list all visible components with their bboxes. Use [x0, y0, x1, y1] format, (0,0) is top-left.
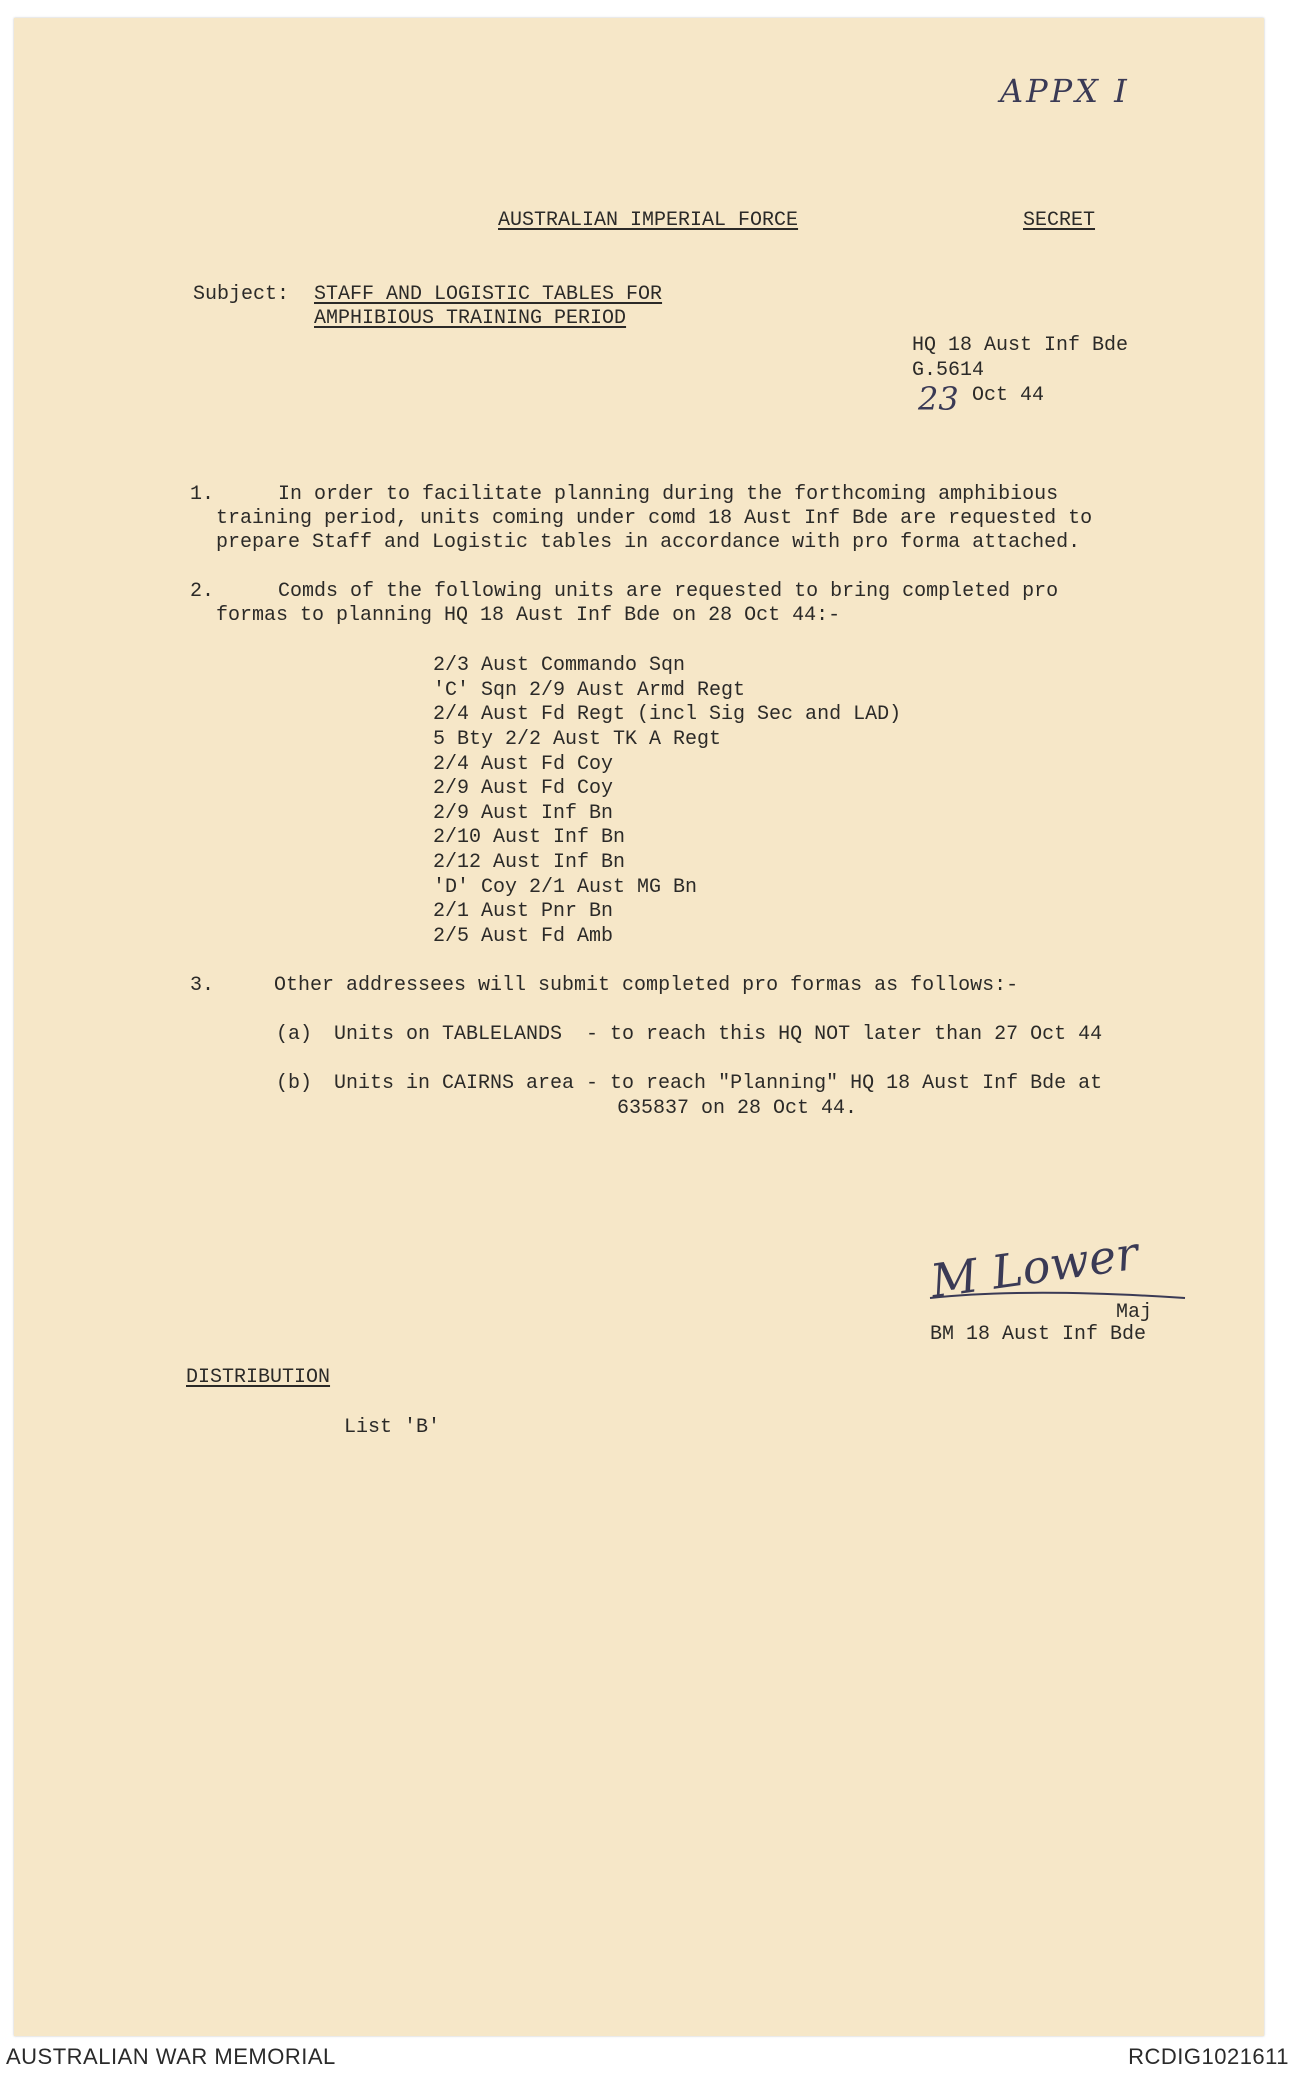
para-3b-line-2: 635837 on 28 Oct 44. — [617, 1097, 858, 1120]
unit-list-item: 2/10 Aust Inf Bn — [433, 826, 626, 849]
unit-list-item: 2/12 Aust Inf Bn — [433, 851, 626, 874]
unit-list-item: 2/1 Aust Pnr Bn — [433, 900, 614, 923]
originating-hq: HQ 18 Aust Inf Bde — [912, 334, 1129, 357]
para-3-intro: Other addressees will submit completed pro formas as follows:- — [274, 974, 1019, 997]
signatory-rank: Maj — [1116, 1301, 1153, 1324]
unit-list-item: 2/4 Aust Fd Regt (incl Sig Sec and LAD) — [433, 703, 902, 726]
para-2-number: 2. — [190, 580, 215, 603]
unit-list-item: 'C' Sqn 2/9 Aust Armd Regt — [433, 679, 746, 702]
para-2-line-1: Comds of the following units are requested to bring completed pro — [278, 580, 1059, 603]
para-1-number: 1. — [190, 483, 215, 506]
file-reference: G.5614 — [912, 359, 985, 382]
subject-label: Subject: — [193, 283, 290, 306]
unit-list-item: 5 Bty 2/2 Aust TK A Regt — [433, 728, 722, 751]
distribution-heading: DISTRIBUTION — [186, 1366, 331, 1389]
subject-line-2: AMPHIBIOUS TRAINING PERIOD — [314, 307, 627, 330]
para-2-line-2: formas to planning HQ 18 Aust Inf Bde on 28 Oct 44:- — [216, 604, 841, 627]
subject-line-1: STAFF AND LOGISTIC TABLES FOR — [314, 283, 663, 306]
date-day-handwritten: 23 — [918, 380, 959, 418]
document-heading: AUSTRALIAN IMPERIAL FORCE — [498, 209, 799, 232]
unit-list-item: 2/5 Aust Fd Amb — [433, 925, 614, 948]
para-1-line-1: In order to facilitate planning during the forthcoming amphibious — [278, 483, 1059, 506]
date-month-year: Oct 44 — [972, 384, 1045, 407]
signature: M Lower — [927, 1225, 1142, 1309]
signatory-appointment: BM 18 Aust Inf Bde — [930, 1323, 1147, 1346]
unit-list-item: 2/3 Aust Commando Sqn — [433, 654, 686, 677]
para-1-line-3: prepare Staff and Logistic tables in accordance with pro forma attached. — [216, 531, 1081, 554]
unit-list-item: 2/9 Aust Inf Bn — [433, 802, 614, 825]
security-classification: SECRET — [1023, 209, 1096, 232]
unit-list-item: 2/9 Aust Fd Coy — [433, 777, 614, 800]
para-3b-label: (b) — [276, 1072, 313, 1095]
unit-list-item: 'D' Coy 2/1 Aust MG Bn — [433, 876, 698, 899]
para-3b-line-1: Units in CAIRNS area - to reach "Planning" HQ 18 Aust Inf Bde at — [334, 1072, 1103, 1095]
unit-list-item: 2/4 Aust Fd Coy — [433, 753, 614, 776]
archive-credit: AUSTRALIAN WAR MEMORIAL — [6, 2044, 336, 2069]
para-3a-text: Units on TABLELANDS - to reach this HQ NOT later than 27 Oct 44 — [334, 1023, 1103, 1046]
para-3a-label: (a) — [276, 1023, 313, 1046]
archive-reference: RCDIG1021611 — [1128, 2044, 1289, 2069]
para-1-line-2: training period, units coming under comd 18 Aust Inf Bde are requested to — [216, 507, 1093, 530]
para-3-number: 3. — [190, 974, 215, 997]
distribution-list: List 'B' — [344, 1416, 441, 1439]
appendix-annotation: APPX I — [1000, 72, 1130, 110]
